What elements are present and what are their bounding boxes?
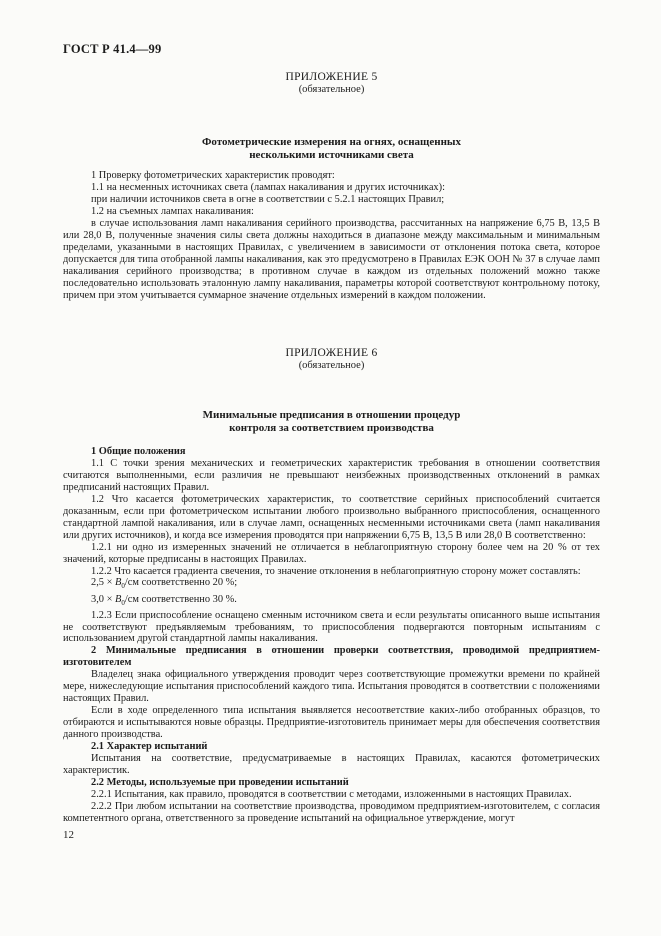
appendix6-heading bbox=[63, 409, 600, 435]
paragraph: в случае использования ламп накаливания серийного производства, рассчитанных на напряжение 6,75 В, 13,5 В или 28,0 В, полученные значения силы света должны находиться в диапазоне между максимальным и минимальным пределами, указанными в настоящих Правилах, с увеличением в зависимости от отклонения потока света, которое допускается для типа отобранной лампы накаливания, как это предусмотрено в Правилах ЕЭК ООН № 37 в случае ламп накаливания серийного производства; в противном случае в каждом из отдельных положений можно также последовательно использовать эталонную лампу накаливания, параметры которой соответствуют контрольному потоку, причем при этом учитывается суммарное значение отдельных измерений в каждом положении. bbox=[63, 217, 600, 301]
formula-line: $3,0 \times B_0/см$ соответственно 30 %. bbox=[91, 593, 237, 607]
appendix6-body bbox=[63, 446, 600, 825]
section-heading: 2 Минимальные предписания в отношении проверки соответствия, проводимой предприятием-изготовителем bbox=[63, 645, 600, 669]
paragraph: 1.2.3 Если приспособление оснащено сменным источником света и если результаты описанного выше испытания не соответствуют предъявляемым требованиям, то приспособления подвергаются повторным испытаниям с использованием другой стандартной лампы накаливания. bbox=[63, 609, 600, 645]
paragraph: при наличии источников света в огне в соответствии с 5.2.1 настоящих Правил; bbox=[91, 193, 445, 205]
appendix5-title: ПРИЛОЖЕНИЕ 5 bbox=[285, 71, 378, 83]
appendix6-heading-line1: Минимальные предписания в отношении процедур bbox=[202, 409, 461, 421]
paragraph: Если в ходе определенного типа испытания выявляется несоответствие каких-либо отобранных образцов, то отбираются и испытываются новые образцы. Предприятие-изготовитель принимает меры для обеспечения соответствия данного производства. bbox=[63, 705, 600, 741]
paragraph: 1.2.2 Что касается градиента свечения, то значение отклонения в неблагоприятную сторону может составлять: bbox=[91, 565, 581, 577]
paragraph: 2.2.2 При любом испытании на соответствие производства, проводимом предприятием-изготовителем, с согласия компетентного органа, ответственного за проведение испытаний на официальное утверждение, могут bbox=[63, 800, 600, 824]
paragraph: 1.1 С точки зрения механических и геометрических характеристик требования в отношении соответствия считаются выполненными, если различия не превышают неизбежных производственных отклонений в рамках предписаний настоящих Правил. bbox=[63, 457, 600, 493]
appendix5-subtitle: (обязательное) bbox=[298, 84, 365, 95]
appendix6-title: ПРИЛОЖЕНИЕ 6 bbox=[285, 347, 378, 359]
paragraph: 1.2 на съемных лампах накаливания: bbox=[91, 205, 254, 217]
appendix6-subtitle: (обязательное) bbox=[298, 360, 365, 371]
section-heading: 2.2 Методы, используемые при проведении испытаний bbox=[91, 776, 349, 788]
appendix6-heading-line2: контроля за соответствием производства bbox=[229, 422, 434, 434]
document-header: ГОСТ Р 41.4—99 bbox=[63, 42, 162, 56]
paragraph: Владелец знака официального утверждения проводит через соответствующие промежутки времени по крайней мере, нижеследующие испытания приспособлений каждого типа. Испытания проводятся в соответствии с положениями настоящих Правил. bbox=[63, 669, 600, 705]
paragraph: 1.2 Что касается фотометрических характеристик, то соответствие серийных приспособлений считается доказанным, если при фотометрическом испытании любого произвольно выбранного приспособления, оснащенного стандартной лампой накаливания, или в случае ламп, оснащенных несменными источниками света (ламп накаливания или других источников), и когда все измерения проводятся при напряжении 6,75 В, 13,5 В или 28,0 В соответственно: bbox=[63, 493, 600, 541]
section-heading: 2.1 Характер испытаний bbox=[91, 741, 208, 753]
appendix5-heading-line2: несколькими источниками света bbox=[249, 149, 414, 161]
paragraph: 1.2.1 ни одно из измеренных значений не отличается в неблагоприятную сторону более чем на 20 % от тех значений, которые предписаны в настоящих Правилах. bbox=[63, 541, 600, 565]
appendix5-heading bbox=[63, 136, 600, 162]
formula-line: $2,5 \times B_0/см$ соответственно 20 %; bbox=[91, 577, 238, 591]
section-heading: 1 Общие положения bbox=[91, 446, 186, 457]
paragraph: 1.1 на несменных источниках света (лампах накаливания и других источниках): bbox=[91, 181, 445, 193]
appendix5-body bbox=[63, 170, 600, 301]
appendix5-heading-line1: Фотометрические измерения на огнях, оснащенных bbox=[201, 136, 461, 148]
paragraph: 2.2.1 Испытания, как правило, проводятся в соответствии с методами, изложенными в настоящих Правилах. bbox=[91, 788, 572, 800]
paragraph: Испытания на соответствие, предусматриваемые в настоящих Правилах, касаются фотометрических характеристик. bbox=[63, 752, 600, 776]
paragraph: 1 Проверку фотометрических характеристик проводят: bbox=[91, 170, 335, 181]
page-number: 12 bbox=[63, 829, 74, 841]
